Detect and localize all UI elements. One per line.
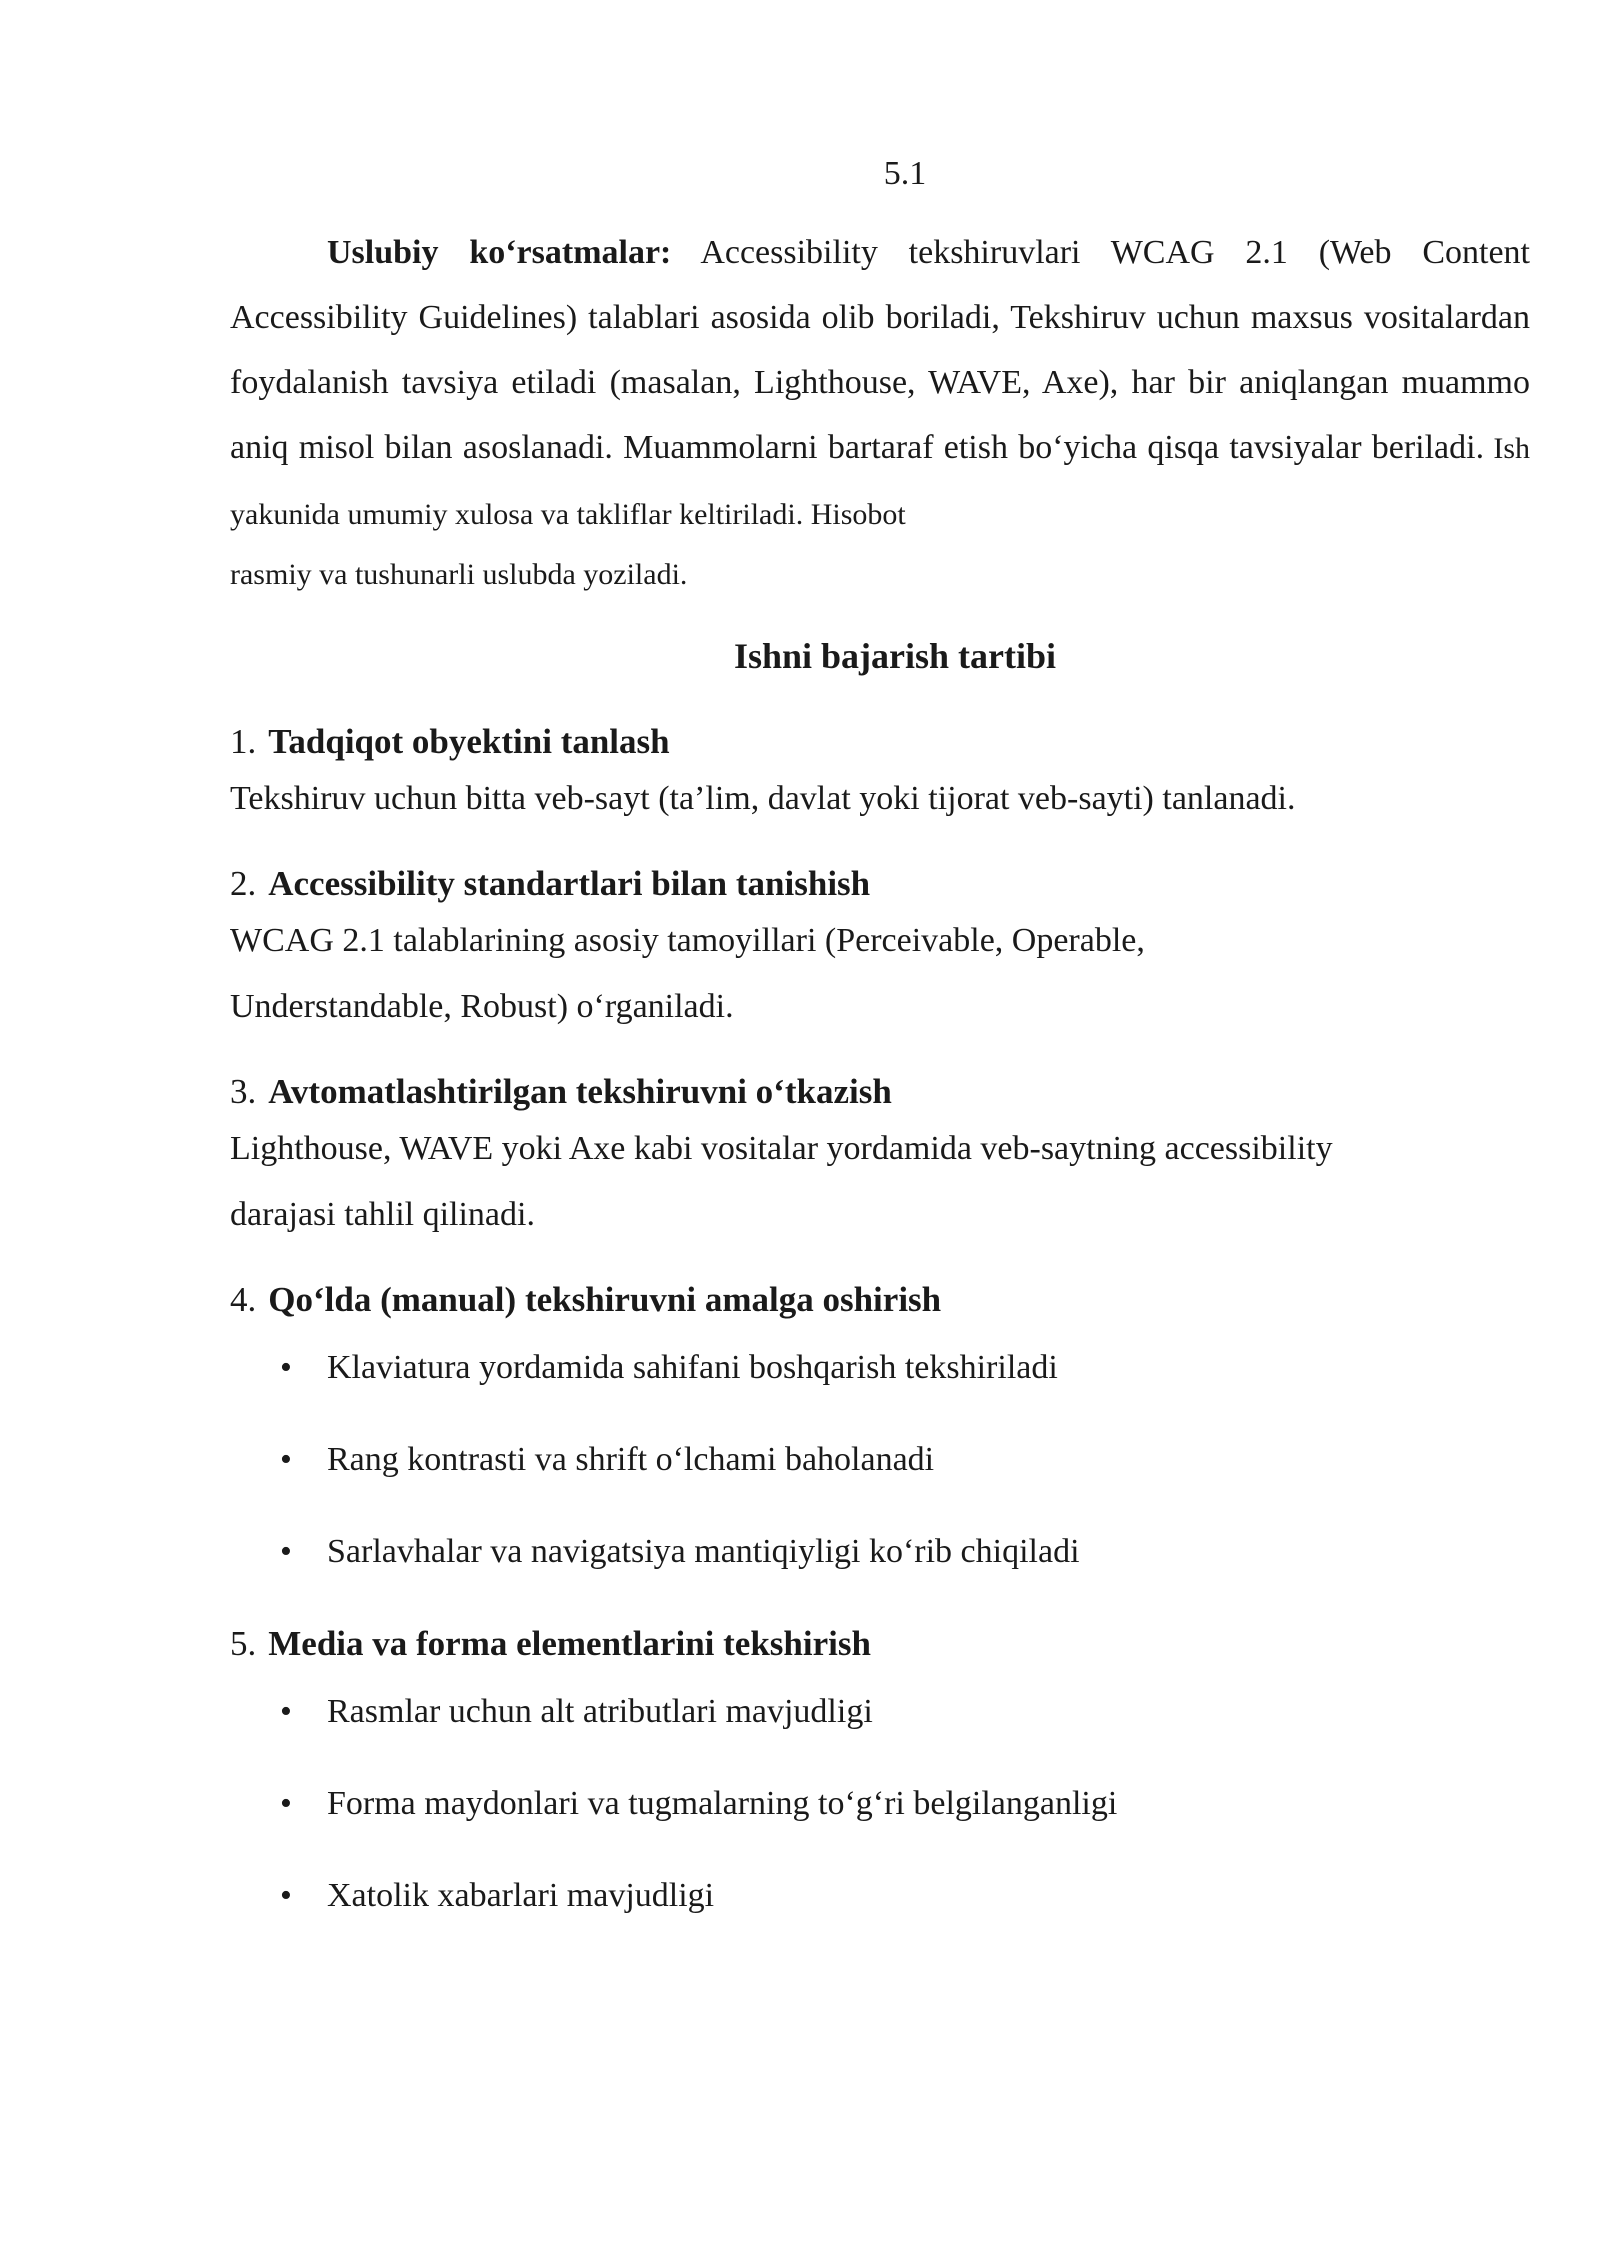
step-heading: [230, 1068, 1530, 1116]
list-item: [230, 1528, 1530, 1576]
step-number: 1.: [230, 722, 257, 761]
step-2: [230, 860, 1530, 1040]
bullet-icon: •: [280, 1441, 292, 1478]
step-5: [230, 1620, 1530, 1920]
bullet-icon: •: [280, 1349, 292, 1386]
step-body: Tekshiruv uchun bitta veb-sayt (ta’lim, davlat yoki tijorat veb-sayti) tanlanadi.: [230, 780, 1296, 817]
step-heading: [230, 718, 1530, 766]
section-number: 5.1: [883, 155, 927, 192]
step-1: [230, 718, 1530, 832]
list-item-text: Klaviatura yordamida sahifani boshqarish tekshiriladi: [327, 1349, 1058, 1386]
step-title: Qo‘lda (manual) tekshiruvni amalga oshirish: [268, 1280, 942, 1319]
bullet-icon: •: [280, 1533, 292, 1570]
step-body-line: Understandable, Robust) o‘rganiladi.: [230, 988, 734, 1025]
bullet-list: [230, 1688, 1530, 1920]
step-title: Accessibility standartlari bilan tanishish: [268, 864, 871, 903]
step-title: Tadqiqot obyektini tanlash: [268, 722, 670, 761]
list-item: [230, 1688, 1530, 1736]
step-number: 3.: [230, 1072, 257, 1111]
bullet-icon: •: [280, 1877, 292, 1914]
step-heading: [230, 1620, 1530, 1668]
step-number: 5.: [230, 1624, 257, 1663]
step-body-line: darajasi tahlil qilinadi.: [230, 1196, 535, 1233]
guidelines-lead: Uslubiy ko‘rsatmalar:: [327, 234, 672, 271]
guidelines-paragraph: [230, 220, 1530, 547]
guidelines-small-text: Ish yakunida umumiy xulosa va takliflar keltiriladi. Hisobot: [230, 432, 1530, 531]
step-title: Avtomatlashtirilgan tekshiruvni o‘tkazish: [268, 1072, 892, 1111]
procedure-title: Ishni bajarish tartibi: [733, 636, 1057, 676]
step-heading: [230, 1276, 1530, 1324]
step-3: [230, 1068, 1530, 1248]
guidelines-tail: rasmiy va tushunarli uslubda yoziladi.: [230, 558, 688, 591]
list-item-text: Sarlavhalar va navigatsiya mantiqiyligi ko‘rib chiqiladi: [327, 1533, 1080, 1570]
step-heading: [230, 860, 1530, 908]
step-title: Media va forma elementlarini tekshirish: [268, 1624, 871, 1663]
guidelines-text: Accessibility tekshiruvlari WCAG 2.1 (Web Content Accessibility Guidelines) talablari asosida olib boriladi, Tekshiruv uchun maxsus vositalardan foydalanish tavsiya etiladi (masalan, Lighthouse, WAVE, Axe), har bir aniqlangan muammo aniq misol bilan asoslanadi. Muammolarni bartaraf etish bo‘yicha qisqa tavsiyalar beriladi.: [230, 234, 1530, 466]
step-number: 4.: [230, 1280, 257, 1319]
list-item: [230, 1436, 1530, 1484]
step-4: [230, 1276, 1530, 1576]
step-body: [230, 908, 1530, 1040]
list-item-text: Rang kontrasti va shrift o‘lchami baholanadi: [327, 1441, 935, 1478]
list-item-text: Forma maydonlari va tugmalarning to‘g‘ri belgilanganligi: [327, 1785, 1118, 1822]
step-number: 2.: [230, 864, 257, 903]
step-body: [230, 1116, 1530, 1248]
list-item-text: Xatolik xabarlari mavjudligi: [327, 1877, 715, 1914]
list-item: [230, 1872, 1530, 1920]
list-item: [230, 1344, 1530, 1392]
step-body-line: Lighthouse, WAVE yoki Axe kabi vositalar yordamida veb-saytning accessibility: [230, 1130, 1333, 1167]
step-body-line: WCAG 2.1 talablarining asosiy tamoyillari (Perceivable, Operable,: [230, 922, 1145, 959]
bullet-icon: •: [280, 1693, 292, 1730]
document-page: [230, 150, 1530, 1964]
list-item-text: Rasmlar uchun alt atributlari mavjudligi: [327, 1693, 873, 1730]
list-item: [230, 1780, 1530, 1828]
bullet-icon: •: [280, 1785, 292, 1822]
bullet-list: [230, 1344, 1530, 1576]
